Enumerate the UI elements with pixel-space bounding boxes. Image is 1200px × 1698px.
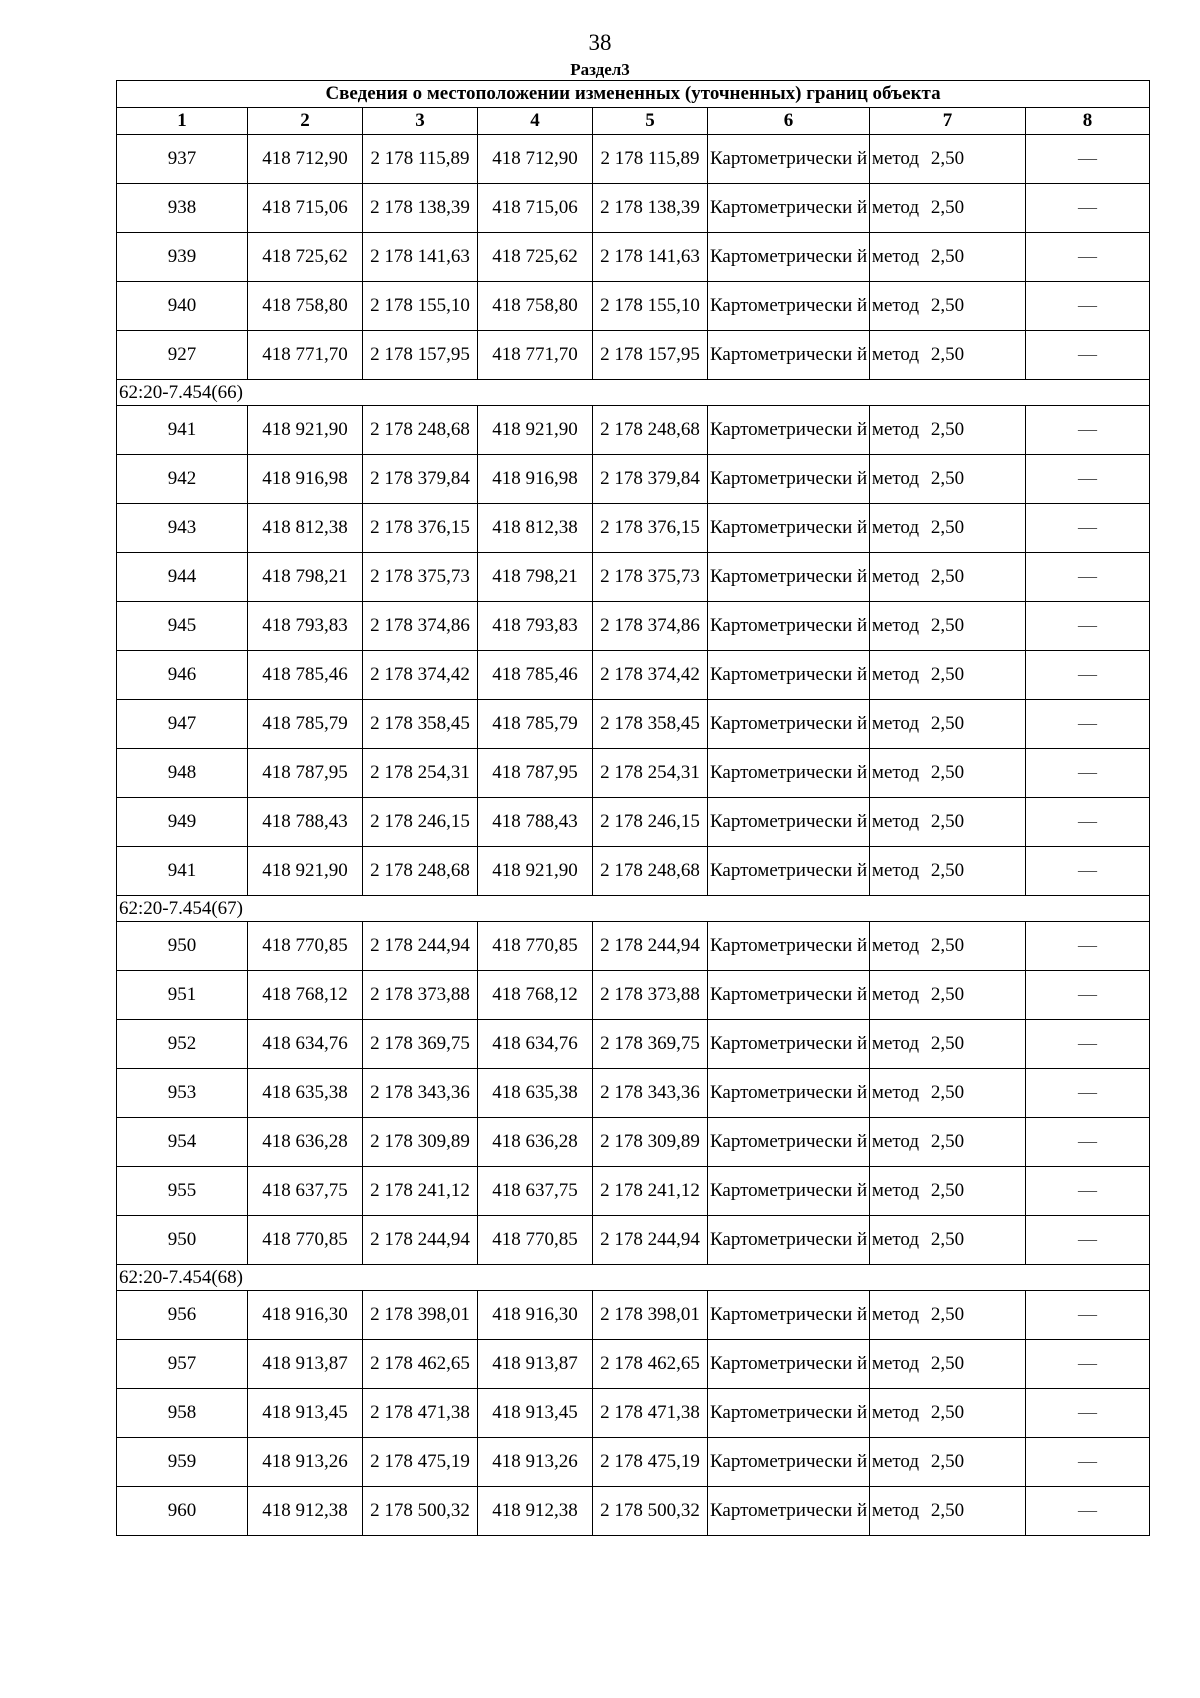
table-row [117, 971, 1150, 1020]
page-number: 38 [588, 30, 612, 55]
accuracy-cell: 2,50 [870, 971, 1026, 1020]
x-new-cell: 418 916,30 [478, 1291, 593, 1340]
x-new-cell: 418 715,06 [478, 184, 593, 233]
x-old-cell: 418 787,95 [248, 749, 363, 798]
accuracy-cell: 2,50 [870, 1291, 1026, 1340]
table-row [117, 331, 1150, 380]
y-old-cell: 2 178 254,31 [363, 749, 478, 798]
accuracy-cell: 2,50 [870, 233, 1026, 282]
table-row [117, 798, 1150, 847]
table-body [117, 135, 1150, 1536]
accuracy-cell: 2,50 [870, 1118, 1026, 1167]
point-number-cell: 955 [117, 1167, 248, 1216]
coordinates-table [116, 80, 1150, 1536]
accuracy-cell: 2,50 [870, 331, 1026, 380]
method-cell: Картометрически й метод [708, 406, 870, 455]
point-number-cell: 950 [117, 1216, 248, 1265]
method-cell: Картометрически й метод [708, 651, 870, 700]
table-row [117, 455, 1150, 504]
table-row [117, 1291, 1150, 1340]
description-cell: — [1026, 1216, 1150, 1265]
x-old-cell: 418 793,83 [248, 602, 363, 651]
description-cell: — [1026, 798, 1150, 847]
accuracy-cell: 2,50 [870, 922, 1026, 971]
method-cell: Картометрически й метод [708, 1216, 870, 1265]
y-old-cell: 2 178 374,86 [363, 602, 478, 651]
table-row [117, 1069, 1150, 1118]
y-new-cell: 2 178 374,86 [593, 602, 708, 651]
x-new-cell: 418 787,95 [478, 749, 593, 798]
y-old-cell: 2 178 343,36 [363, 1069, 478, 1118]
group-row [117, 380, 1150, 406]
x-old-cell: 418 788,43 [248, 798, 363, 847]
x-new-cell: 418 916,98 [478, 455, 593, 504]
column-number-row [117, 108, 1150, 135]
point-number-cell: 953 [117, 1069, 248, 1118]
accuracy-cell: 2,50 [870, 1216, 1026, 1265]
y-old-cell: 2 178 374,42 [363, 651, 478, 700]
method-cell: Картометрически й метод [708, 1118, 870, 1167]
y-new-cell: 2 178 244,94 [593, 1216, 708, 1265]
group-row [117, 1265, 1150, 1291]
group-label: 62:20-7.454(68) [117, 1265, 1150, 1291]
description-cell: — [1026, 971, 1150, 1020]
section-heading: Раздел3 [570, 60, 630, 79]
accuracy-cell: 2,50 [870, 1487, 1026, 1536]
point-number-cell: 948 [117, 749, 248, 798]
table-row [117, 1487, 1150, 1536]
column-number-header: 8 [1026, 108, 1150, 135]
table-row [117, 749, 1150, 798]
y-new-cell: 2 178 115,89 [593, 135, 708, 184]
description-cell: — [1026, 1020, 1150, 1069]
x-old-cell: 418 771,70 [248, 331, 363, 380]
method-cell: Картометрически й метод [708, 847, 870, 896]
y-new-cell: 2 178 398,01 [593, 1291, 708, 1340]
table-row [117, 651, 1150, 700]
accuracy-cell: 2,50 [870, 1069, 1026, 1118]
accuracy-cell: 2,50 [870, 553, 1026, 602]
point-number-cell: 927 [117, 331, 248, 380]
x-new-cell: 418 921,90 [478, 847, 593, 896]
accuracy-cell: 2,50 [870, 455, 1026, 504]
table-row [117, 1389, 1150, 1438]
method-cell: Картометрически й метод [708, 1291, 870, 1340]
description-cell: — [1026, 1438, 1150, 1487]
y-new-cell: 2 178 373,88 [593, 971, 708, 1020]
y-old-cell: 2 178 475,19 [363, 1438, 478, 1487]
x-new-cell: 418 771,70 [478, 331, 593, 380]
y-new-cell: 2 178 244,94 [593, 922, 708, 971]
method-cell: Картометрически й метод [708, 602, 870, 651]
y-new-cell: 2 178 462,65 [593, 1340, 708, 1389]
description-cell: — [1026, 455, 1150, 504]
x-new-cell: 418 758,80 [478, 282, 593, 331]
accuracy-cell: 2,50 [870, 1020, 1026, 1069]
x-new-cell: 418 793,83 [478, 602, 593, 651]
description-cell: — [1026, 135, 1150, 184]
method-cell: Картометрически й метод [708, 184, 870, 233]
method-cell: Картометрически й метод [708, 1487, 870, 1536]
point-number-cell: 950 [117, 922, 248, 971]
x-old-cell: 418 921,90 [248, 847, 363, 896]
x-new-cell: 418 913,87 [478, 1340, 593, 1389]
point-number-cell: 937 [117, 135, 248, 184]
y-old-cell: 2 178 375,73 [363, 553, 478, 602]
accuracy-cell: 2,50 [870, 651, 1026, 700]
point-number-cell: 941 [117, 847, 248, 896]
y-new-cell: 2 178 309,89 [593, 1118, 708, 1167]
x-old-cell: 418 634,76 [248, 1020, 363, 1069]
point-number-cell: 956 [117, 1291, 248, 1340]
x-old-cell: 418 798,21 [248, 553, 363, 602]
table-row [117, 847, 1150, 896]
x-old-cell: 418 637,75 [248, 1167, 363, 1216]
method-cell: Картометрически й метод [708, 1389, 870, 1438]
group-label: 62:20-7.454(67) [117, 896, 1150, 922]
y-old-cell: 2 178 244,94 [363, 1216, 478, 1265]
y-new-cell: 2 178 138,39 [593, 184, 708, 233]
y-new-cell: 2 178 475,19 [593, 1438, 708, 1487]
x-new-cell: 418 634,76 [478, 1020, 593, 1069]
method-cell: Картометрически й метод [708, 798, 870, 847]
point-number-cell: 940 [117, 282, 248, 331]
point-number-cell: 939 [117, 233, 248, 282]
x-old-cell: 418 785,46 [248, 651, 363, 700]
description-cell: — [1026, 184, 1150, 233]
method-cell: Картометрически й метод [708, 455, 870, 504]
y-old-cell: 2 178 157,95 [363, 331, 478, 380]
x-old-cell: 418 715,06 [248, 184, 363, 233]
x-old-cell: 418 916,30 [248, 1291, 363, 1340]
y-new-cell: 2 178 157,95 [593, 331, 708, 380]
point-number-cell: 938 [117, 184, 248, 233]
accuracy-cell: 2,50 [870, 749, 1026, 798]
x-new-cell: 418 637,75 [478, 1167, 593, 1216]
x-new-cell: 418 712,90 [478, 135, 593, 184]
method-cell: Картометрически й метод [708, 331, 870, 380]
x-old-cell: 418 768,12 [248, 971, 363, 1020]
description-cell: — [1026, 1340, 1150, 1389]
x-old-cell: 418 770,85 [248, 1216, 363, 1265]
x-new-cell: 418 812,38 [478, 504, 593, 553]
point-number-cell: 949 [117, 798, 248, 847]
y-old-cell: 2 178 373,88 [363, 971, 478, 1020]
y-new-cell: 2 178 379,84 [593, 455, 708, 504]
y-new-cell: 2 178 343,36 [593, 1069, 708, 1118]
table-row [117, 135, 1150, 184]
accuracy-cell: 2,50 [870, 602, 1026, 651]
y-old-cell: 2 178 500,32 [363, 1487, 478, 1536]
y-old-cell: 2 178 248,68 [363, 847, 478, 896]
description-cell: — [1026, 406, 1150, 455]
method-cell: Картометрически й метод [708, 135, 870, 184]
table-row [117, 282, 1150, 331]
accuracy-cell: 2,50 [870, 1167, 1026, 1216]
group-label: 62:20-7.454(66) [117, 380, 1150, 406]
y-old-cell: 2 178 309,89 [363, 1118, 478, 1167]
x-old-cell: 418 758,80 [248, 282, 363, 331]
y-old-cell: 2 178 138,39 [363, 184, 478, 233]
accuracy-cell: 2,50 [870, 406, 1026, 455]
point-number-cell: 941 [117, 406, 248, 455]
method-cell: Картометрически й метод [708, 971, 870, 1020]
point-number-cell: 943 [117, 504, 248, 553]
y-old-cell: 2 178 241,12 [363, 1167, 478, 1216]
x-new-cell: 418 725,62 [478, 233, 593, 282]
point-number-cell: 954 [117, 1118, 248, 1167]
description-cell: — [1026, 1069, 1150, 1118]
point-number-cell: 960 [117, 1487, 248, 1536]
x-new-cell: 418 635,38 [478, 1069, 593, 1118]
x-old-cell: 418 770,85 [248, 922, 363, 971]
point-number-cell: 942 [117, 455, 248, 504]
table-row [117, 553, 1150, 602]
description-cell: — [1026, 1291, 1150, 1340]
table-row [117, 922, 1150, 971]
x-new-cell: 418 913,26 [478, 1438, 593, 1487]
x-new-cell: 418 768,12 [478, 971, 593, 1020]
y-old-cell: 2 178 248,68 [363, 406, 478, 455]
x-old-cell: 418 916,98 [248, 455, 363, 504]
description-cell: — [1026, 504, 1150, 553]
table-row [117, 602, 1150, 651]
method-cell: Картометрически й метод [708, 504, 870, 553]
y-old-cell: 2 178 244,94 [363, 922, 478, 971]
column-number-header: 6 [708, 108, 870, 135]
table-row [117, 233, 1150, 282]
table-row [117, 1118, 1150, 1167]
point-number-cell: 951 [117, 971, 248, 1020]
y-old-cell: 2 178 246,15 [363, 798, 478, 847]
description-cell: — [1026, 651, 1150, 700]
table-row [117, 1020, 1150, 1069]
y-new-cell: 2 178 358,45 [593, 700, 708, 749]
table-row [117, 184, 1150, 233]
y-old-cell: 2 178 155,10 [363, 282, 478, 331]
description-cell: — [1026, 1118, 1150, 1167]
x-new-cell: 418 785,79 [478, 700, 593, 749]
accuracy-cell: 2,50 [870, 798, 1026, 847]
y-old-cell: 2 178 462,65 [363, 1340, 478, 1389]
table-title-row [117, 81, 1150, 108]
x-old-cell: 418 812,38 [248, 504, 363, 553]
column-number-header: 2 [248, 108, 363, 135]
x-new-cell: 418 913,45 [478, 1389, 593, 1438]
accuracy-cell: 2,50 [870, 700, 1026, 749]
column-number-header: 7 [870, 108, 1026, 135]
accuracy-cell: 2,50 [870, 282, 1026, 331]
accuracy-cell: 2,50 [870, 847, 1026, 896]
point-number-cell: 944 [117, 553, 248, 602]
accuracy-cell: 2,50 [870, 184, 1026, 233]
y-new-cell: 2 178 369,75 [593, 1020, 708, 1069]
y-new-cell: 2 178 248,68 [593, 847, 708, 896]
x-old-cell: 418 921,90 [248, 406, 363, 455]
accuracy-cell: 2,50 [870, 135, 1026, 184]
method-cell: Картометрически й метод [708, 282, 870, 331]
column-number-header: 5 [593, 108, 708, 135]
y-new-cell: 2 178 248,68 [593, 406, 708, 455]
x-old-cell: 418 912,38 [248, 1487, 363, 1536]
y-new-cell: 2 178 254,31 [593, 749, 708, 798]
y-new-cell: 2 178 246,15 [593, 798, 708, 847]
table-row [117, 1167, 1150, 1216]
description-cell: — [1026, 922, 1150, 971]
x-old-cell: 418 636,28 [248, 1118, 363, 1167]
y-old-cell: 2 178 376,15 [363, 504, 478, 553]
method-cell: Картометрически й метод [708, 1167, 870, 1216]
group-row [117, 896, 1150, 922]
y-new-cell: 2 178 376,15 [593, 504, 708, 553]
x-new-cell: 418 770,85 [478, 922, 593, 971]
point-number-cell: 952 [117, 1020, 248, 1069]
x-new-cell: 418 912,38 [478, 1487, 593, 1536]
x-old-cell: 418 913,87 [248, 1340, 363, 1389]
description-cell: — [1026, 749, 1150, 798]
description-cell: — [1026, 1487, 1150, 1536]
y-new-cell: 2 178 141,63 [593, 233, 708, 282]
x-old-cell: 418 725,62 [248, 233, 363, 282]
description-cell: — [1026, 700, 1150, 749]
point-number-cell: 957 [117, 1340, 248, 1389]
method-cell: Картометрически й метод [708, 553, 870, 602]
method-cell: Картометрически й метод [708, 922, 870, 971]
y-old-cell: 2 178 398,01 [363, 1291, 478, 1340]
method-cell: Картометрически й метод [708, 1069, 870, 1118]
description-cell: — [1026, 331, 1150, 380]
column-number-header: 3 [363, 108, 478, 135]
accuracy-cell: 2,50 [870, 1340, 1026, 1389]
x-new-cell: 418 921,90 [478, 406, 593, 455]
y-new-cell: 2 178 375,73 [593, 553, 708, 602]
description-cell: — [1026, 1167, 1150, 1216]
x-new-cell: 418 770,85 [478, 1216, 593, 1265]
accuracy-cell: 2,50 [870, 1389, 1026, 1438]
point-number-cell: 959 [117, 1438, 248, 1487]
accuracy-cell: 2,50 [870, 1438, 1026, 1487]
point-number-cell: 958 [117, 1389, 248, 1438]
description-cell: — [1026, 1389, 1150, 1438]
method-cell: Картометрически й метод [708, 749, 870, 798]
y-old-cell: 2 178 369,75 [363, 1020, 478, 1069]
description-cell: — [1026, 553, 1150, 602]
table-row [117, 1216, 1150, 1265]
point-number-cell: 947 [117, 700, 248, 749]
table-row [117, 406, 1150, 455]
y-old-cell: 2 178 358,45 [363, 700, 478, 749]
x-old-cell: 418 635,38 [248, 1069, 363, 1118]
method-cell: Картометрически й метод [708, 1438, 870, 1487]
column-number-header: 4 [478, 108, 593, 135]
y-old-cell: 2 178 471,38 [363, 1389, 478, 1438]
x-new-cell: 418 785,46 [478, 651, 593, 700]
table-row [117, 700, 1150, 749]
description-cell: — [1026, 602, 1150, 651]
x-old-cell: 418 913,26 [248, 1438, 363, 1487]
y-old-cell: 2 178 379,84 [363, 455, 478, 504]
column-number-header: 1 [117, 108, 248, 135]
accuracy-cell: 2,50 [870, 504, 1026, 553]
method-cell: Картометрически й метод [708, 233, 870, 282]
y-new-cell: 2 178 155,10 [593, 282, 708, 331]
table-row [117, 1340, 1150, 1389]
y-new-cell: 2 178 241,12 [593, 1167, 708, 1216]
point-number-cell: 946 [117, 651, 248, 700]
table-row [117, 504, 1150, 553]
y-new-cell: 2 178 471,38 [593, 1389, 708, 1438]
description-cell: — [1026, 847, 1150, 896]
description-cell: — [1026, 282, 1150, 331]
point-number-cell: 945 [117, 602, 248, 651]
x-old-cell: 418 785,79 [248, 700, 363, 749]
y-old-cell: 2 178 115,89 [363, 135, 478, 184]
method-cell: Картометрически й метод [708, 700, 870, 749]
x-new-cell: 418 798,21 [478, 553, 593, 602]
x-new-cell: 418 636,28 [478, 1118, 593, 1167]
table-title: Сведения о местоположении измененных (уточненных) границ объекта [117, 81, 1150, 108]
y-old-cell: 2 178 141,63 [363, 233, 478, 282]
description-cell: — [1026, 233, 1150, 282]
method-cell: Картометрически й метод [708, 1340, 870, 1389]
x-new-cell: 418 788,43 [478, 798, 593, 847]
table-row [117, 1438, 1150, 1487]
x-old-cell: 418 913,45 [248, 1389, 363, 1438]
y-new-cell: 2 178 500,32 [593, 1487, 708, 1536]
x-old-cell: 418 712,90 [248, 135, 363, 184]
method-cell: Картометрически й метод [708, 1020, 870, 1069]
y-new-cell: 2 178 374,42 [593, 651, 708, 700]
